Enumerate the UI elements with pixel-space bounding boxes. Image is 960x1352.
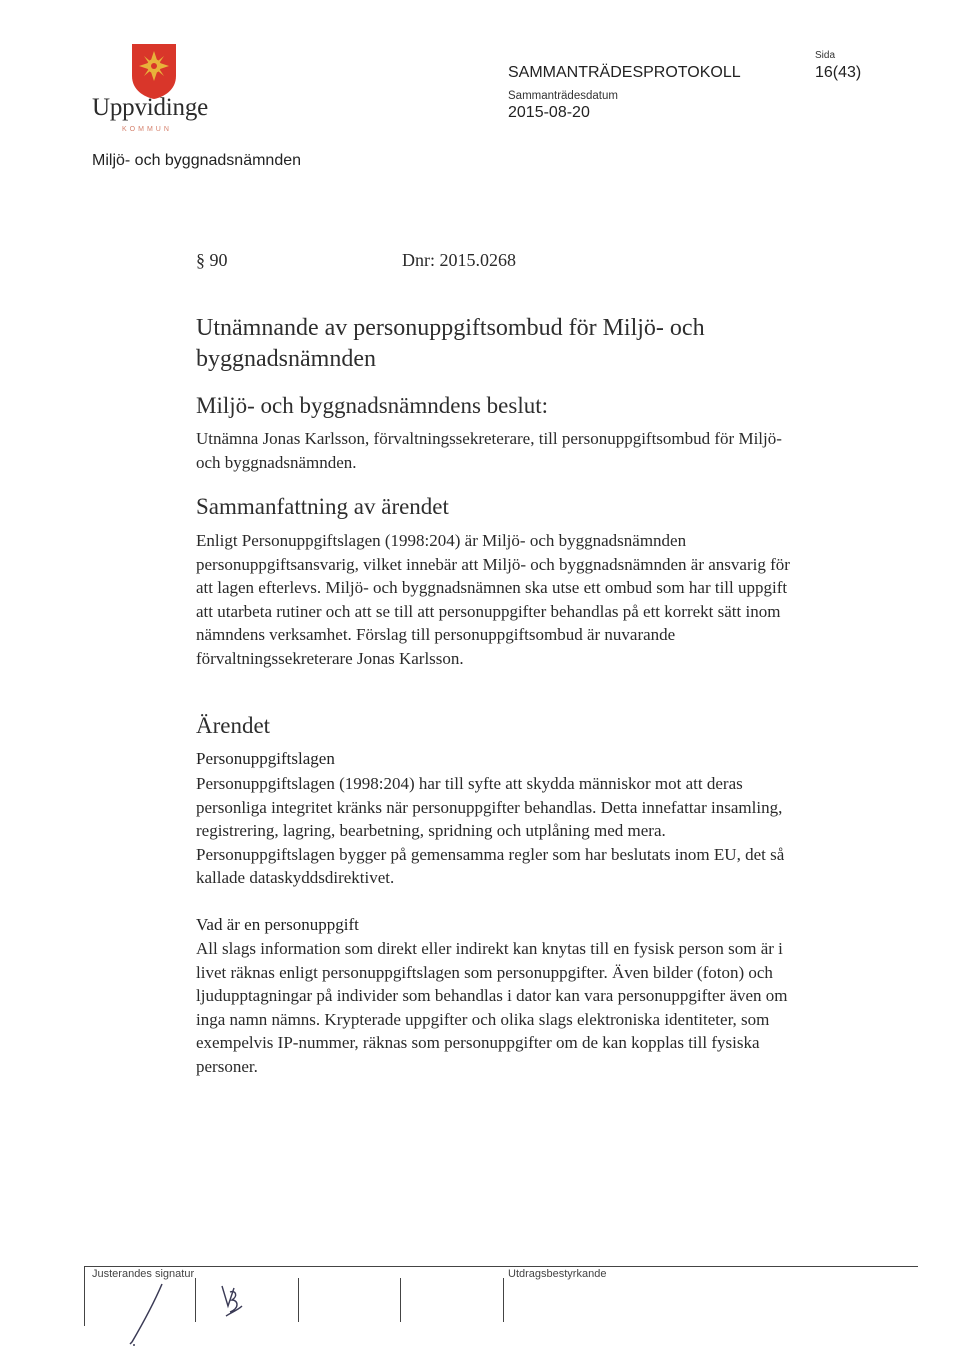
committee-name: Miljö- och byggnadsnämnden [92,152,302,169]
footer-divider [84,1266,918,1267]
personal-data-text: All slags information som direkt eller indirekt kan knytas till en fysisk person som är i livet räknas enligt personuppgiftslagen som personuppgifter. Även bilder (foton) och ljudupptagningar på individer som behandlas i dator kan vara personuppgifter även om inga namn nämns. Krypterade uppgifter och olika slags elektroniska identiteter, som exempelvis IP-nummer, räknas som personuppgifter om de kan kopplas till fysiska personer. [196,939,788,1076]
handwritten-signature [112,1278,172,1348]
organization-subtitle: KOMMUN [122,126,172,133]
page-number: 16(43) [815,64,862,81]
meeting-date: 2015-08-20 [508,104,590,121]
matter-heading: Ärendet [196,713,271,738]
signature-box-border [84,1266,85,1326]
summary-text: Enligt Personuppgiftslagen (1998:204) är Miljö- och byggnadsnämnden personuppgiftsansvarig, vilket innebär att Miljö- och byggnadsnämnden är ansvarig för att lagen efterlevs. Miljö- och byggnadsnämnen ska utse ett ombud som har till uppgift att utarbeta rutiner och att se till att personuppgifter behandlas på ett korrekt sätt inom nämndens verksamhet. Förslag till personuppgiftsombud är nuvarande förvaltningssekreterare Jonas Karlsson. [196,531,790,668]
coat-of-arms-icon [130,42,178,100]
signature-divider [298,1278,299,1322]
pul-subheading: Personuppgiftslagen [196,749,335,768]
signature-divider [503,1278,504,1322]
page-label: Sida [815,50,836,61]
signature-label: Justerandes signatur [92,1268,195,1280]
signature-divider [400,1278,401,1322]
meeting-date-label: Sammanträdesdatum [508,90,618,102]
pul-text: Personuppgiftslagen (1998:204) har till syfte att skydda människor mot att deras personliga integritet kränks när personuppgifter behandlas. Detta innefattar insamling, registrering, lagring, bearbetning, spridning och utplåning med mera. Personuppgiftslagen bygger på gemensamma regler som har beslutats inom EU, det så kallade dataskyddsdirektivet. [196,774,785,888]
summary-heading: Sammanfattning av ärendet [196,494,449,519]
decision-heading: Miljö- och byggnadsnämndens beslut: [196,393,548,418]
signature-divider [195,1278,196,1322]
extract-certification-label: Utdragsbestyrkande [508,1268,607,1280]
case-number: Dnr: 2015.0268 [402,250,516,270]
document-type: SAMMANTRÄDESPROTOKOLL [508,64,741,81]
paragraph-reference: § 90 [196,250,228,270]
organization-name: Uppvidinge [92,94,209,121]
handwritten-initials [212,1278,252,1328]
personal-data-subheading: Vad är en personuppgift [196,915,359,934]
decision-text: Utnämna Jonas Karlsson, förvaltningssekreterare, till personuppgiftsombud för Miljö- och byggnadsnämnden. [196,429,782,472]
item-title: Utnämnande av personuppgiftsombud för Miljö- och byggnadsnämnden [196,315,705,372]
